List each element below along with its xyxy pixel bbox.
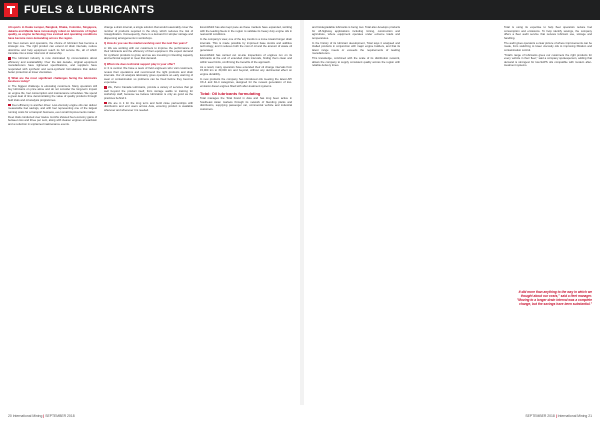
- brand-logo: [4, 3, 18, 17]
- column-2: [104, 26, 193, 114]
- footer-date-left: SEPTEMBER 2018: [45, 414, 75, 418]
- body-paragraph: In the company's view, one of the key trends is a move toward longer drain intervals. This is made possible by improved base stocks and additive technology, and it reduces both the cost of oil and the amount of waste oil generated.: [200, 38, 292, 52]
- body-paragraph: A: It is central. We have a team of field engineers who visit customers, review their operations and recommend the right products and drain intervals. Our oil analysis laboratory gives operators an early warning of wear or contamination so problems can be fixed before they become expensive.: [104, 67, 193, 84]
- body-paragraph: [104, 102, 193, 113]
- square-bullet-icon: [8, 104, 11, 107]
- body-paragraph: and biodegradable lubricants is being met. Total also develops products for off-highway applications including mining, construction and agriculture, where equipment operates under extreme loads and temperatures.: [312, 26, 400, 40]
- lead-paragraph: All-sports in Kuala Lumpur, Bangkok, Dhaka, Colombo, Singapore, Jakarta and Manila have increasingly relied on lubricants of higher quality, as engine technology has evolved and operating conditions have become more demanding across the region.: [8, 26, 97, 40]
- interview-question: Q What are the most significant challenges facing the lubricants business today?: [8, 76, 97, 83]
- logo-mark-icon: [4, 3, 18, 17]
- paragraph-text: Fuel efficiency is another driver. Low-viscosity engine oils can deliver measurable fuel savings, and with fuel representing one of the largest running costs for a transport business, even small improvements matter.: [8, 103, 97, 114]
- page-number-right: 21: [588, 414, 592, 418]
- pull-quote: It did more than anything to the way in which we thought about our costs," said a fleet manager. "Moving to a longer drain interval was a complete change, but the savings have been substantial.": [516, 290, 592, 307]
- body-paragraph: [104, 86, 193, 100]
- column-6: [504, 26, 592, 69]
- body-paragraph: Total manages the Total brand in Asia and has long been active in Southeast Asian markets through its network of blending plants and distributors, supplying passenger car, commercial vehicle and industrial customers.: [200, 97, 292, 111]
- body-paragraph: The audit gives operators a clear picture of where improvements can be made, from switching to lower viscosity oils to improving filtration and contamination control.: [504, 41, 592, 52]
- square-bullet-icon: [104, 102, 107, 105]
- column-4: [312, 26, 400, 69]
- body-paragraph: As a result, many operators have extended their oil change intervals from 15,000 km to 30,000 km and beyond, without any detrimental effect on engine durability.: [200, 65, 292, 76]
- paragraph-text: We, Petro Canada Lubricants, provide a variety of services that go well beyond the product itself, from storage audits to training for workshop staff, because we believe lubrication is only as good as the practices behind it.: [104, 86, 193, 100]
- square-bullet-icon: [8, 57, 11, 60]
- body-paragraph: This knowledge, combined with the scale of its distribution network, allows the company to supply consistent quality across the region with reliable delivery times.: [312, 57, 400, 67]
- section-title: FUELS & LUBRICANTS: [24, 4, 155, 16]
- section-header: [0, 0, 600, 20]
- body-paragraph: Total is using its expertise to help fleet operators reduce fuel consumption and emissions. To help identify savings, the company offers a fleet audit service that reviews lubricant use, storage and handling.: [504, 26, 592, 40]
- body-paragraph: Fleet trials conducted over twelve months showed fuel economy gains of between two and three per cent, along with cleaner engines at teardown and a reduction in unplanned maintenance events.: [8, 115, 97, 126]
- column-3: [200, 26, 292, 113]
- body-paragraph: In the history of its lubricant development, Total says it analysed and trialled products in conjunction with major engine builders, and that its latest range meets or exceeds the requirements of leading manufacturers.: [312, 41, 400, 55]
- column-1: [8, 26, 97, 128]
- footer-publication-right: International Mining: [557, 414, 588, 418]
- paragraph-text: We are in it for the long term and build close partnerships with distributors and end users across Asia, ensuring product is available wherever and whenever it is needed.: [104, 101, 193, 112]
- interview-question: Q How do you see the market evolving over the next five years?: [104, 42, 188, 45]
- body-paragraph: change a drain interval, a single solution that would reasonably cover the number of products required in the shop, which reduces the risk of misapplication. Consequently, there is a demand for simpler storage and dispensing arrangements in workshops.: [104, 26, 193, 40]
- footer-date-right: SEPTEMBER 2018: [525, 414, 555, 418]
- footer-right: [525, 414, 592, 418]
- footer-left: [8, 414, 75, 418]
- interview-question: Q What role does technical support play in your offer?: [104, 62, 176, 66]
- footer-separator-right: |: [555, 414, 557, 418]
- footer-publication-left: International Mining: [12, 414, 43, 418]
- body-paragraph: ExxonMobil has also kept pace as these markets have expanded, working with the leading fleets in the region to validate its heavy duty engine oils in real-world conditions.: [200, 26, 292, 36]
- section-subhead: Total: Oil lubricants formulating: [200, 91, 261, 96]
- body-paragraph: For fleet owners and operators, the choice of lubricant has become a strategic one. The right product can extend oil drain intervals, reduce downtime and help equipment reach its full service life, all of which translate into a lower total cost of ownership.: [8, 41, 97, 55]
- paragraph-text: The lubricant industry is now dominated by conversations about efficiency and sustainability. Over the last decade, original equipment manufacturers have tightened specifications, and suppliers have responded with synthetic and semi-synthetic formulations that deliver better protection at lower viscosities.: [8, 57, 97, 74]
- body-paragraph: In new products the company has introduced oils meeting the latest API CK-4 and FA-4 categories, designed for the newest generation of low-emission diesel engines fitted with after-treatment systems.: [200, 77, 292, 88]
- body-paragraph: ExxonMobil has carried out on-site inspections of engines run on its lubricants at the end of extended drain intervals, finding them clean and within wear limits, confirming the benefits of the approach.: [200, 53, 292, 64]
- body-paragraph: [8, 104, 97, 115]
- square-bullet-icon: [104, 86, 107, 89]
- body-paragraph: [8, 57, 97, 75]
- footer-separator-left: |: [43, 414, 45, 418]
- page-number-left: 20: [8, 414, 12, 418]
- body-paragraph: "Total's range of lubricants gives our customers the right products for every vehicle in their fleet," said a company spokesperson, adding that demand is strongest for low-SAPS oils compatible with modern after-treatment systems.: [504, 53, 592, 67]
- body-paragraph: A: We are working with our customers to improve the performance of their lubricants and the efficiency of their equipment. We expect demand for synthetic products to grow, and we are investing in blending capacity and technical support to meet that demand.: [104, 46, 193, 60]
- page-gutter: [300, 20, 304, 405]
- body-paragraph: A: The biggest challenge is educating customers. Many operators still buy lubricants on price alone and do not consider the long-term impact on engine life, fuel consumption and maintenance schedules. We spend a great deal of time demonstrating the value of quality products through field trials and oil analysis programmes.: [8, 84, 97, 102]
